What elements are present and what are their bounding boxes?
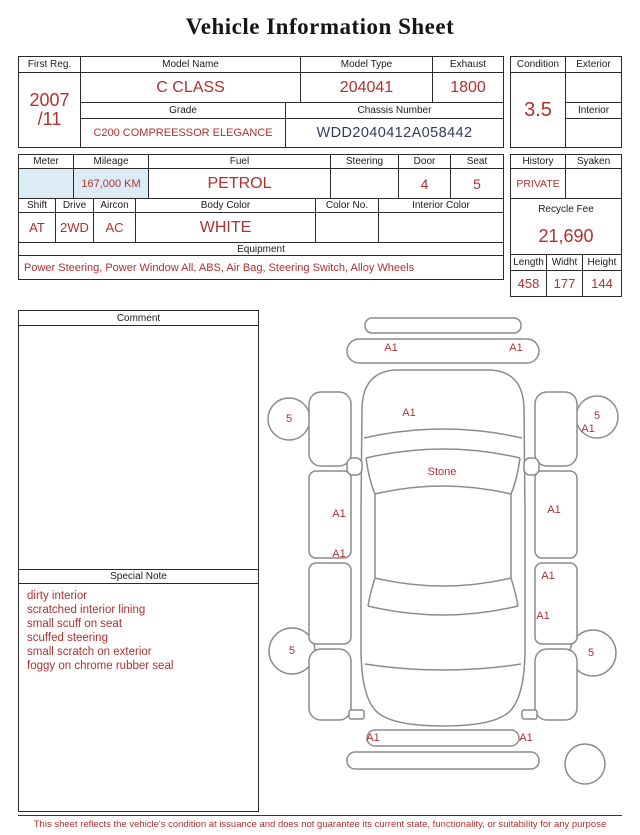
interior-label: Interior	[566, 103, 621, 119]
damage-label: A1	[509, 342, 523, 354]
chassis-number-value: WDD2040412A058442	[316, 125, 473, 141]
car-diagram	[263, 312, 623, 797]
fuel-value: PETROL	[149, 169, 331, 198]
height-label: Height	[587, 257, 617, 268]
drive-value: 2WD	[56, 213, 94, 242]
syaken-label: Syaken	[576, 156, 611, 167]
recycle-fee-label: Recycle Fee	[538, 203, 594, 215]
damage-label: A1	[384, 342, 398, 354]
model-type-value: 204041	[301, 73, 433, 102]
condition-label: Condition	[511, 57, 565, 73]
damage-label: 5	[593, 410, 601, 422]
interior-value	[566, 119, 621, 147]
body-color-label: Body Color	[136, 199, 316, 212]
special-note-label: Special Note	[19, 569, 258, 584]
history-value: PRIVATE	[511, 169, 566, 198]
grade-label: Grade	[81, 103, 286, 118]
condition-table	[510, 56, 622, 148]
first-reg-value	[19, 73, 80, 147]
model-name-value: C CLASS	[81, 73, 301, 102]
interior-color-value	[379, 213, 503, 242]
special-note-item: dirty interior	[27, 590, 88, 602]
damage-label: 5	[587, 647, 595, 659]
shift-value: AT	[19, 213, 56, 242]
door-label: Door	[399, 155, 451, 168]
damage-label: Stone	[427, 466, 457, 478]
damage-label: A1	[519, 732, 533, 744]
meter-value	[19, 169, 74, 198]
special-note-item: scratched interior lining	[27, 604, 146, 617]
drive-label: Drive	[56, 199, 94, 212]
aircon-label: Aircon	[94, 199, 136, 212]
length-value: 458	[511, 271, 547, 296]
color-no-label: Color No.	[316, 199, 379, 212]
damage-label: A1	[541, 570, 555, 582]
special-note-item: foggy on chrome rubber seal	[27, 660, 174, 673]
special-note-item: small scuff on seat	[27, 618, 123, 631]
meter-label: Meter	[19, 155, 74, 168]
history-label: History	[511, 155, 566, 168]
equipment-label: Equipment	[19, 243, 503, 256]
mileage-label: Mileage	[74, 155, 149, 168]
syaken-value	[566, 169, 621, 198]
model-name-label: Model Name	[81, 57, 301, 72]
damage-label: A1	[332, 548, 346, 560]
height-value: 144	[591, 276, 613, 291]
comment-label: Comment	[19, 311, 258, 326]
fuel-label: Fuel	[149, 155, 331, 168]
damage-label: A1	[402, 407, 416, 419]
equipment-value: Power Steering, Power Window All, ABS, Air Bag, Steering Switch, Alloy Wheels	[24, 261, 415, 274]
steering-value	[331, 169, 399, 198]
first-reg-month: /11	[37, 109, 62, 129]
shift-label: Shift	[19, 199, 56, 212]
exterior-label: Exterior	[566, 57, 621, 73]
exterior-value	[566, 73, 621, 103]
recycle-fee-value: 21,690	[511, 219, 621, 255]
footer-disclaimer: This sheet reflects the vehicle's condition at issuance and does not guarantee its current state, functionality, or suitability for any purpose	[18, 815, 622, 830]
mileage-value: 167,000 KM	[74, 169, 149, 198]
registration-table	[18, 56, 504, 148]
chassis-number-label: Chassis Number	[357, 105, 432, 116]
seat-label: Seat	[466, 156, 488, 167]
condition-value: 3.5	[524, 98, 552, 121]
width-value: 177	[547, 271, 583, 296]
model-type-label: Model Type	[301, 57, 433, 72]
exhaust-label: Exhaust	[449, 59, 487, 70]
width-label: Widht	[547, 255, 583, 270]
page-title: Vehicle Information Sheet	[185, 14, 455, 39]
damage-label: 5	[285, 413, 293, 425]
damage-label: 5	[288, 645, 296, 657]
first-reg-label: First Reg.	[19, 57, 80, 73]
grade-value: C200 COMPREESSOR ELEGANCE	[81, 119, 286, 147]
comment-area	[19, 326, 258, 569]
aircon-value: AC	[94, 213, 136, 242]
damage-label: A1	[547, 504, 561, 516]
steering-label: Steering	[331, 155, 399, 168]
door-value: 4	[399, 169, 451, 198]
car-diagram-labels	[263, 312, 623, 797]
spec-table	[18, 154, 504, 280]
interior-color-label: Interior Color	[412, 200, 470, 211]
first-reg-year: 2007	[29, 89, 70, 110]
length-label: Length	[511, 255, 547, 270]
damage-label: A1	[536, 610, 550, 622]
special-note-item: small scratch on exterior	[27, 646, 152, 659]
history-table	[510, 154, 622, 297]
special-note-list	[19, 584, 258, 811]
damage-label: A1	[366, 732, 380, 744]
body-color-value: WHITE	[136, 213, 316, 242]
color-no-value	[316, 213, 379, 242]
comment-panel	[18, 310, 259, 812]
damage-label: A1	[581, 423, 595, 435]
special-note-item: scuffed steering	[27, 632, 108, 645]
seat-value: 5	[473, 175, 481, 192]
damage-label: A1	[332, 508, 346, 520]
exhaust-value: 1800	[450, 78, 486, 96]
